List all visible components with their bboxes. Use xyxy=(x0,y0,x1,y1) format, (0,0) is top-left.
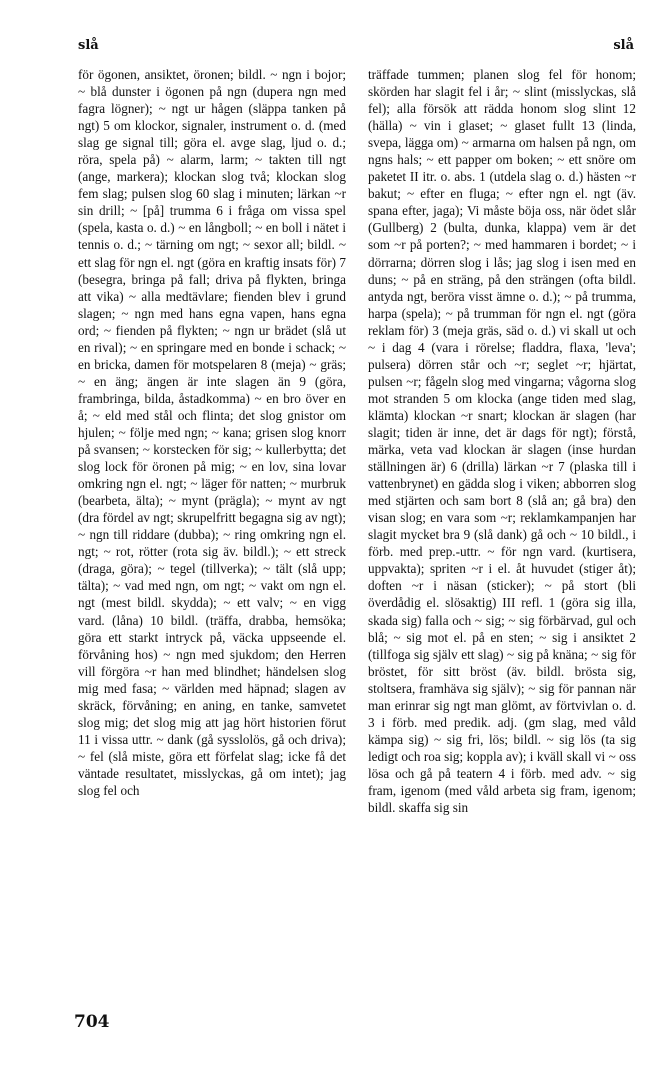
right-column xyxy=(368,66,636,966)
right-column-text: träffade tummen; planen slog fel för honom; skörden har slagit fel i år; ~ slint (misslyckas, slå fel); alla försök att rädda honom slog slint 12 (hälla) ~ vin i glaset; ~ glaset fullt 13 (linda, svepa, lägga om) ~ armarna om halsen på ngn, om ngns hals; ~ ett papper om boken; ~ ett snöre om paketet II itr. o. abs. 1 (utdela slag o. d.) hästen ~r bakut; ~ efter en fluga; ~ efter ngn el. ngt (äv. spana efter, jaga); Vi måste böja oss, när ödet slår (Gullberg) 2 (bulta, dunka, klappa) vem är det som ~r på porten?; ~ med hammaren i bordet; ~ i dörrarna; dörren slog i lås; jag slog i isen med en duns; ~ på en sträng, på den strängen (ofta bildl. antyda ngt, beröra visst ämne o. d.); ~ på trumma, harpa (spela); ~ på trumman för ngn el. ngt (göra reklam för) 3 (meja gräs, säd o. d.) vi skall ut och ~ i dag 4 (vara i rörelse; fladdra, flaxa, 'leva'; pulsera) dörren står och ~r; seglet ~r; hjärtat, pulsen ~r; fågeln slog med vingarna; vågorna slog mot stranden 5 om klocka (ange tiden med slag, klämta) klockan ~r snart; klockan är slagen (har slagit; tiden är inne, det är dags för ngt); förstå, märka, veta vad klockan är slagen (inse hurdan ställningen är) 6 (drilla) lärkan ~r 7 (plaska till i vattenbrynet) en gädda slog i viken; abborren slog med stjärten och sam bort 8 (slå an; gå bra) den visan slog; en vara som ~r; reklamkampanjen har slagit mycket bra 9 (slå dank) gå och ~ 10 bildl., i förb. med prep.-uttr. ~ för ngn vard. (kurtisera, uppvakta); spriten ~r i el. åt huvudet (stiger åt); doften ~r i näsan (sticker); ~ på stort (bli överdådig el. slösaktig) III refl. 1 (göra sig illa, skada sig) falla och ~ sig; ~ sig förbärvad, gul och blå; ~ sig mot el. på en sten; ~ sig i ansiktet 2 (tillfoga sig själv ett slag) ~ sig på knäna; ~ sig för bröstet, för sitt bröst (äv. bildl. brösta sig, stoltsera, framhäva sig själv); ~ sig för pannan när man erinrar sig ngt man glömt, av förtvivlan o. d. 3 i förb. med predik. adj. (gm slag, med våld kämpa sig) ~ sig fri, lös; bildl. ~ sig lös (ta sig ledigt och roa sig; koppla av); i kväll skall vi ~ oss lösa och gå på teatern 4 i förb. med adv. ~ sig fram, igenom (med våld arbeta sig fram, igenom; bildl. skaffa sig sin xyxy=(368,67,636,816)
left-column-text: för ögonen, ansiktet, öronen; bildl. ~ ngn i bojor; ~ blå dunster i ögonen på ngn (dupera ngn med fagra lögner); ~ ngt ur hågen (släppa tanken på ngt) 5 om klockor, signaler, instrument o. d. (med slag ge signal till; göra el. avge slag, ljud o. d.; röra, spela på) ~ alarm, larm; ~ takten till ngt (ange, markera); klockan slog två; klockan slog fem slag; pulsen slog 60 slag i minuten; lärkan ~r sin drill; ~ [på] trumma 6 i fråga om vissa spel (spela, kasta o. d.) ~ en långboll; ~ en boll i nätet i tennis o. d.; ~ tärning om ngt; ~ sexor all; bildl. ~ ett slag för ngn el. ngt (göra en kraftig insats för) 7 (besegra, bringa på fall; driva på flykten, bringa att vika) ~ alla medtävlare; fienden blev i grund slagen; ~ ngn med hans egna vapen, hans egna ord; ~ fienden på flykten; ~ ngn ur brädet (slå ut en rival); ~ en springare med en bonde i schack; ~ en bricka, damen för motspelaren 8 (meja) ~ gräs; ~ en äng; ängen är inte slagen än 9 (göra, frambringa, bilda, åstadkomma) ~ en bro över en å; ~ eld med stål och flinta; det slog gnistor om hjulen; ~ följe med ngn; ~ kana; grisen slog knorr på svansen; ~ korstecken för sig; ~ kullerbytta; det slog lock för öronen på mig; ~ en lov, sina lovar omkring ngn el. ngt; ~ läger för natten; ~ murbruk (bearbeta, älta); ~ mynt (prägla); ~ mynt av ngt (dra fördel av ngt; skrupelfritt begagna sig av ngt); ~ ngn till riddare (dubba); ~ ring omkring ngn el. ngt; ~ rot, rötter (rota sig äv. bildl.); ~ ett streck (draga, göra); ~ tegel (tillverka); ~ tält (slå upp; tälta); ~ vad med ngn, om ngt; ~ vakt om ngn el. ngt (mest bildl. skydda); ~ ett valv; ~ en vigg vard. (låna) 10 bildl. (träffa, drabba, hemsöka; göra ett starkt intryck på, väcka uppseende el. förvåning hos) ~ ngn med sjukdom; den Herren vill förgöra ~r han med blindhet; händelsen slog mig med fasa; ~ världen med häpnad; slagen av skräck, förvåning; en aning, en tanke, samvetet slog mig; det slog mig att jag hört historien förut 11 i vissa uttr. ~ dank (gå sysslolös, gå och driva); ~ fel (slå miste, göra ett förfelat slag; icke få det väntade resultatet, misslyckas, gå om intet); jag slog fel och xyxy=(78,67,346,798)
header-left-word: slå xyxy=(78,38,99,53)
header-right-word: slå xyxy=(613,38,634,53)
left-column xyxy=(78,66,346,966)
page-number: 704 xyxy=(74,1012,110,1032)
